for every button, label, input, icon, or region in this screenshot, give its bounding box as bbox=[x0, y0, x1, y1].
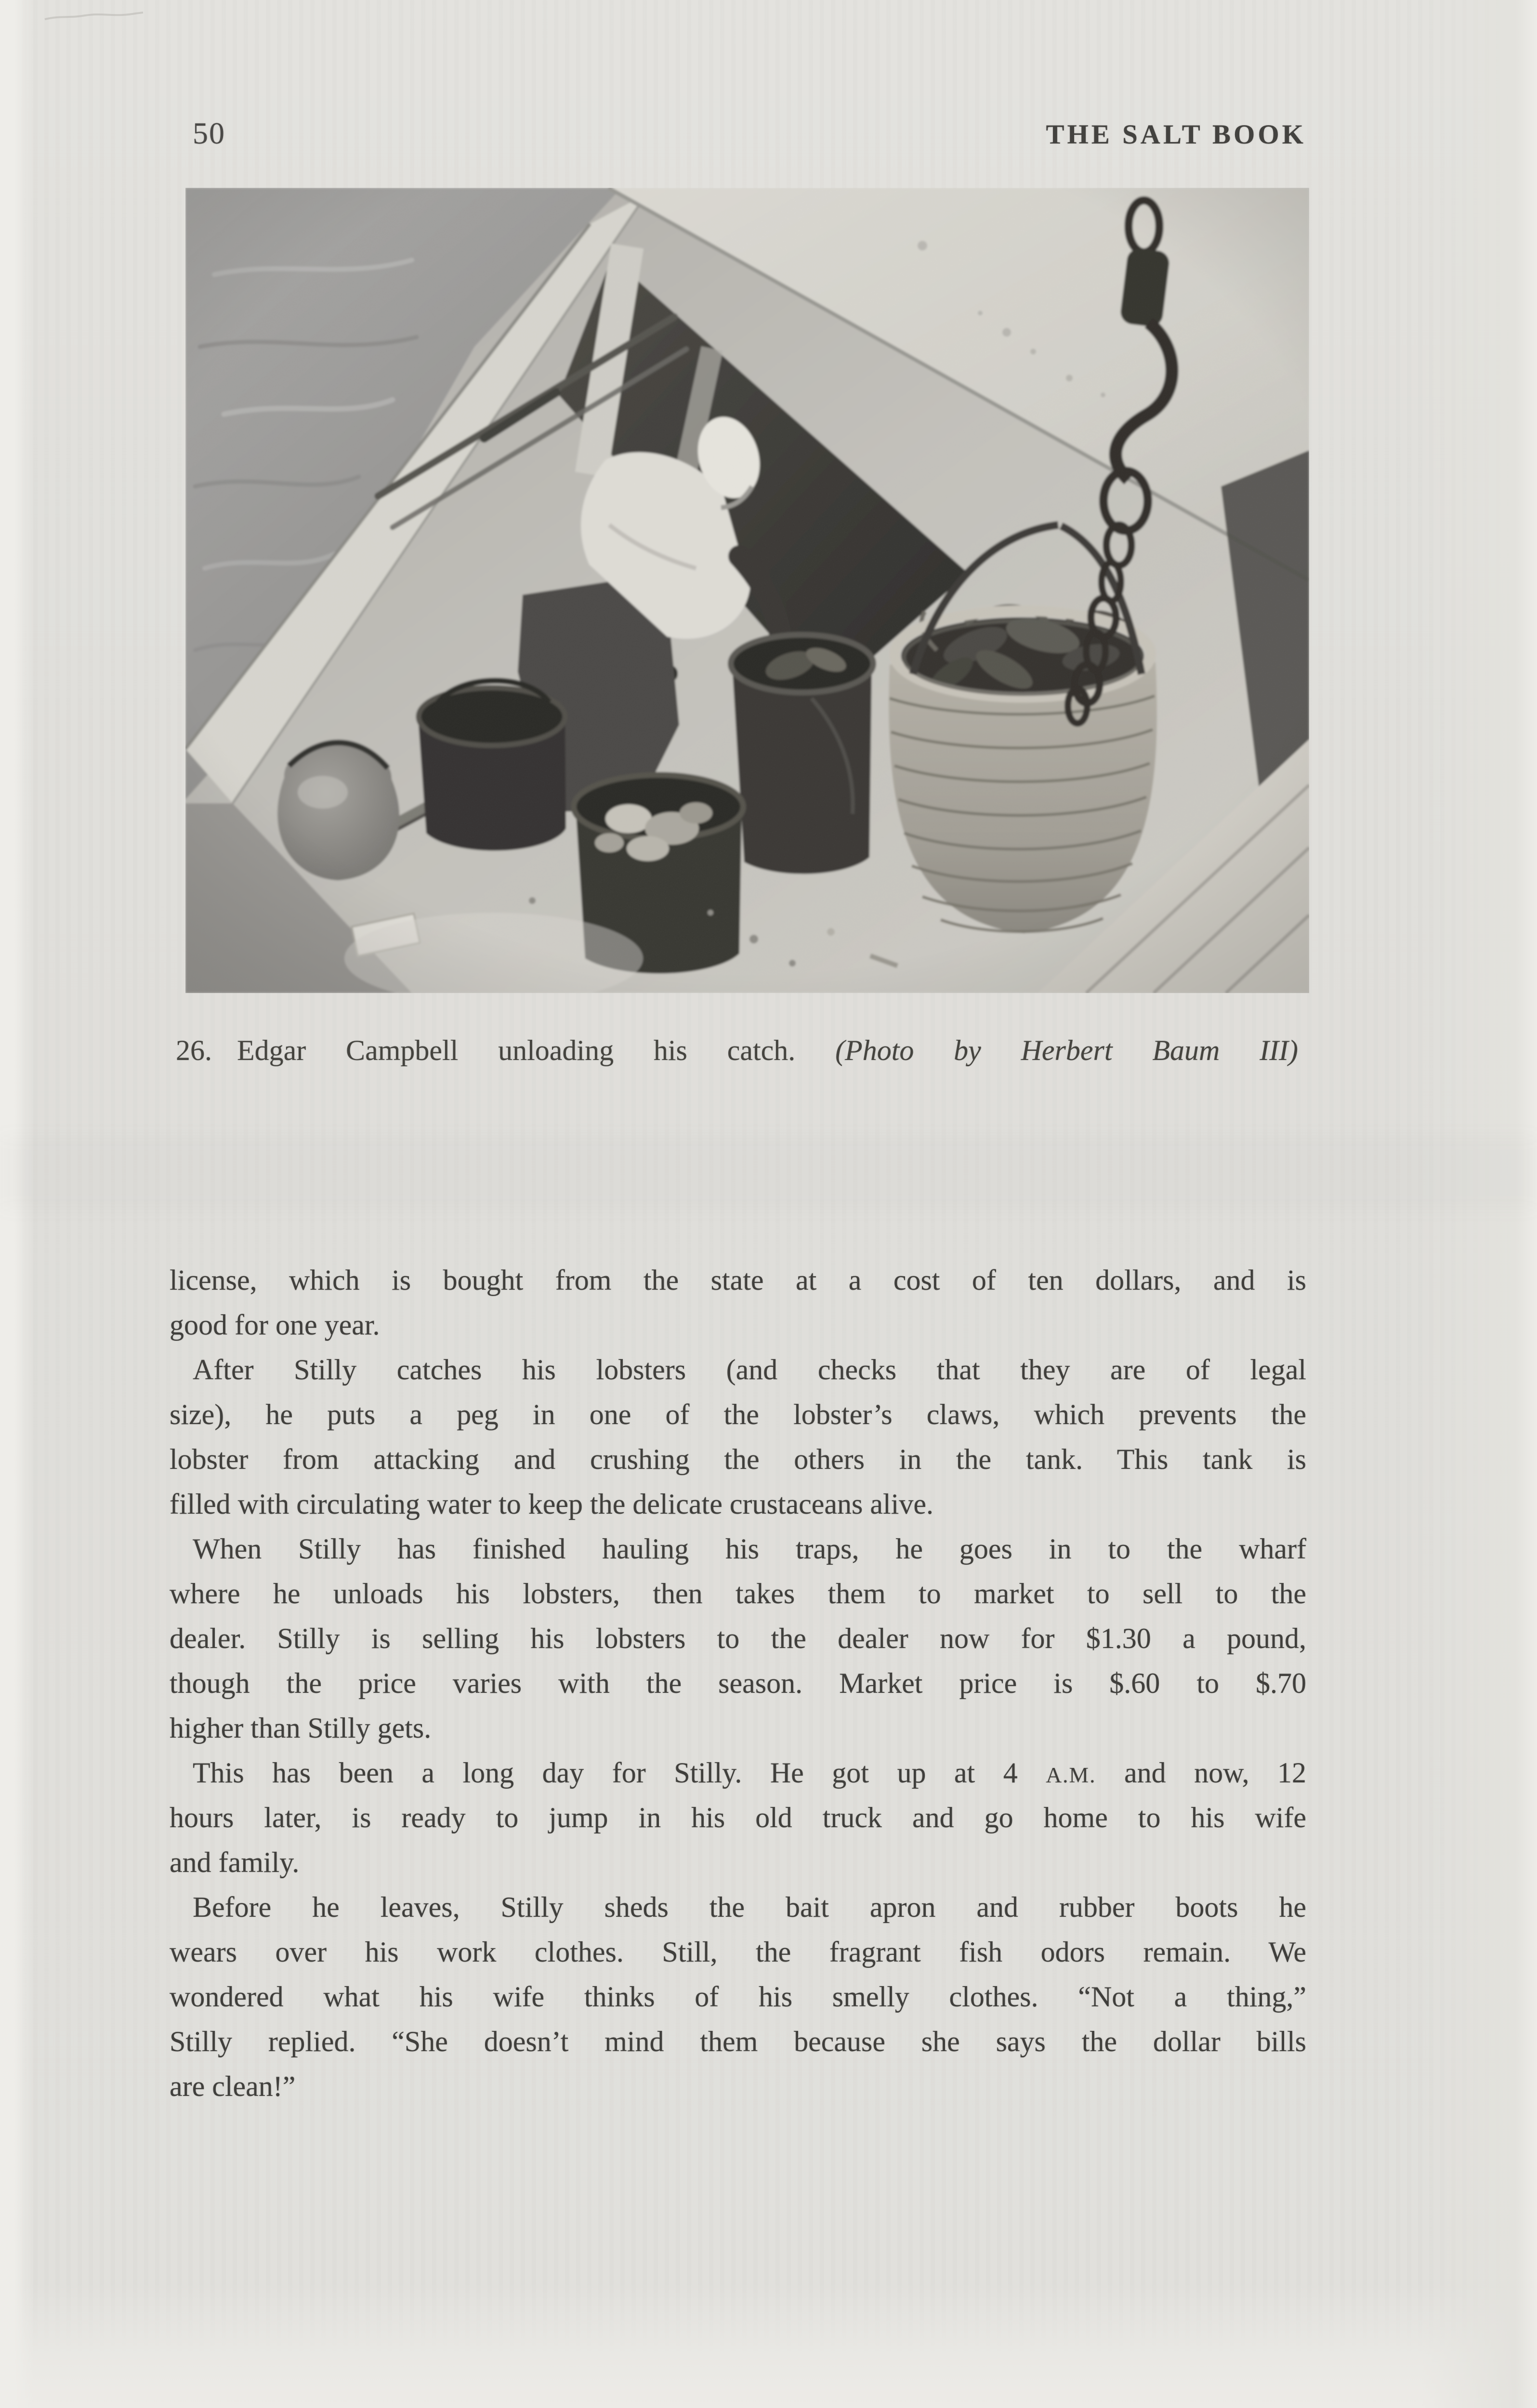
body-line: wondered what his wife thinks of his smelly clothes. “Not a thing,” bbox=[170, 1981, 1306, 2013]
body-line: lobster from attacking and crushing the others in the tank. This tank is bbox=[170, 1443, 1306, 1475]
caption-text: Edgar Campbell unloading his catch. bbox=[237, 1034, 796, 1066]
pencil-mark bbox=[41, 7, 166, 31]
body-line: After Stilly catches his lobsters (and checks that they are of legal bbox=[193, 1354, 1306, 1386]
body-line: where he unloads his lobsters, then takes them to market to sell to the bbox=[170, 1578, 1306, 1610]
body-line: higher than Stilly gets. bbox=[170, 1712, 432, 1744]
body-line: hours later, is ready to jump in his old truck and go home to his wife bbox=[170, 1802, 1306, 1833]
body-line: This has been a long day for Stilly. He got up at 4 A.M. and now, 12 bbox=[193, 1757, 1306, 1789]
figure bbox=[185, 188, 1309, 993]
body-line: wears over his work clothes. Still, the fragrant fish odors remain. We bbox=[170, 1936, 1306, 1968]
scan-smudge bbox=[0, 1137, 1537, 1209]
body-line: Stilly replied. “She doesn’t mind them because she says the dollar bills bbox=[170, 2026, 1306, 2057]
body-line: Before he leaves, Stilly sheds the bait apron and rubber boots he bbox=[193, 1891, 1306, 1923]
body-line: are clean!” bbox=[170, 2070, 296, 2102]
page-number: 50 bbox=[193, 116, 225, 150]
body-line: good for one year. bbox=[170, 1309, 380, 1341]
body-text bbox=[170, 1258, 1306, 2109]
body-line: though the price varies with the season. Market price is $.60 to $.70 bbox=[170, 1667, 1306, 1699]
catch-photo bbox=[185, 188, 1309, 993]
running-title: THE SALT BOOK bbox=[1046, 119, 1306, 150]
body-line: license, which is bought from the state at a cost of ten dollars, and is bbox=[170, 1264, 1306, 1296]
body-line: size), he puts a peg in one of the lobster’s claws, which prevents the bbox=[170, 1399, 1306, 1430]
body-line: filled with circulating water to keep the delicate crustaceans alive. bbox=[170, 1488, 933, 1520]
body-line: and family. bbox=[170, 1846, 300, 1878]
body-line: dealer. Stilly is selling his lobsters to the dealer now for $1.30 a pound, bbox=[170, 1623, 1306, 1654]
page-header bbox=[193, 116, 1306, 151]
caption-number: 26. bbox=[176, 1034, 212, 1066]
caption-credit: (Photo by Herbert Baum III) bbox=[835, 1034, 1299, 1066]
figure-caption bbox=[176, 1034, 1298, 1067]
body-line: When Stilly has finished hauling his traps, he goes in to the wharf bbox=[193, 1533, 1306, 1565]
